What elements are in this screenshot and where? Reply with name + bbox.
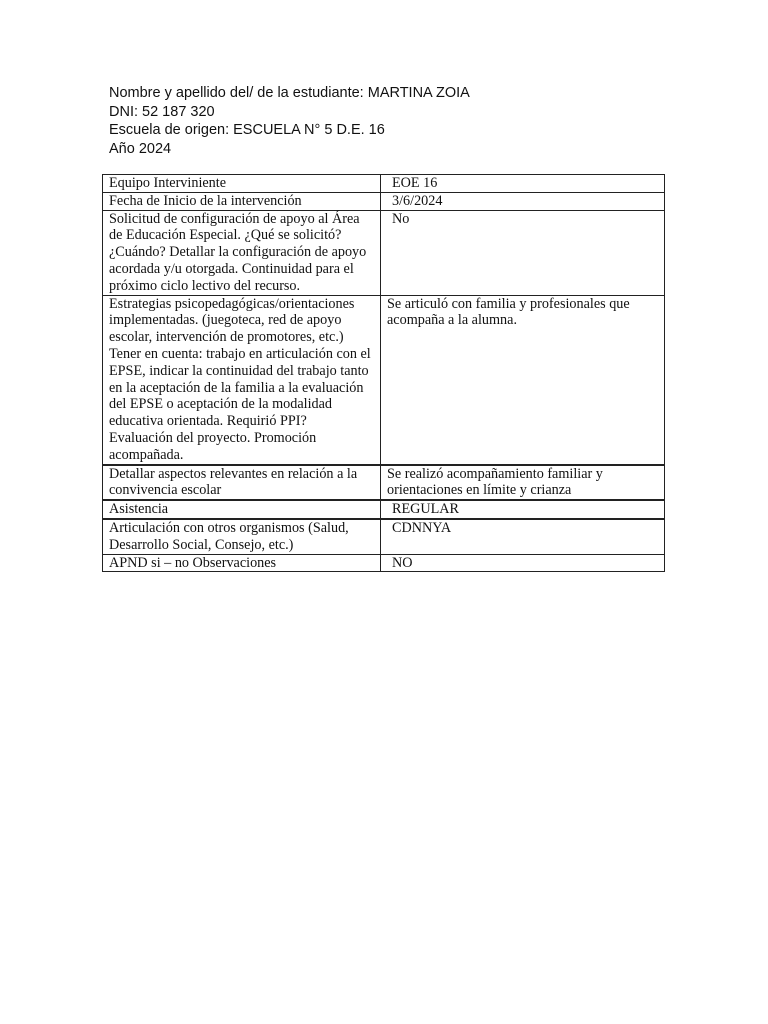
row-label: Solicitud de configuración de apoyo al Área de Educación Especial. ¿Qué se solicitó? ¿Cuándo? Detallar la configuración de apoyo acordada y/u otorgada. Continuidad para el próximo ciclo lectivo del recurso. [103,210,381,295]
row-value: 3/6/2024 [381,192,665,210]
row-label: Asistencia [103,500,381,519]
table-row-start-date [103,192,665,210]
row-value: No [381,210,665,295]
row-label: APND si – no Observaciones [103,554,381,572]
row-value: EOE 16 [381,175,665,193]
row-value: NO [381,554,665,572]
intervention-report-table [102,174,665,572]
table-row-team [103,175,665,193]
row-value: REGULAR [381,500,665,519]
row-label: Articulación con otros organismos (Salud, Desarrollo Social, Consejo, etc.) [103,519,381,554]
school-line: Escuela de origen: ESCUELA N° 5 D.E. 16 [109,122,385,138]
student-info-header [109,84,470,158]
table-row-support-request [103,210,665,295]
row-value: Se realizó acompañamiento familiar y orientaciones en límite y crianza [381,465,665,501]
year-line: Año 2024 [109,140,172,157]
table-row-attendance [103,500,665,519]
row-label: Equipo Interviniente [103,175,381,193]
row-value: Se articuló con familia y profesionales que acompaña a la alumna. [381,295,665,464]
table-row-coexistence [103,465,665,501]
table-row-organisms [103,519,665,554]
table-row-strategies [103,295,665,464]
table-row-apnd [103,554,665,572]
row-label: Fecha de Inicio de la intervención [103,192,381,210]
row-label: Detallar aspectos relevantes en relación a la convivencia escolar [103,465,381,501]
dni-line: DNI: 52 187 320 [109,103,215,120]
row-label: Estrategias psicopedagógicas/orientaciones implementadas. (juegoteca, red de apoyo escolar, intervención de promotores, etc.) Tener en cuenta: trabajo en articulación con el EPSE, indicar la continuidad del trabajo tanto en la aceptación de la familia a la evaluación del EPSE o aceptación de la modalidad educativa orientada. Requirió PPI? Evaluación del proyecto. Promoción acompañada. [103,295,381,464]
student-name-line: Nombre y apellido del/ de la estudiante: MARTINA ZOIA [109,85,470,101]
row-value: CDNNYA [381,519,665,554]
